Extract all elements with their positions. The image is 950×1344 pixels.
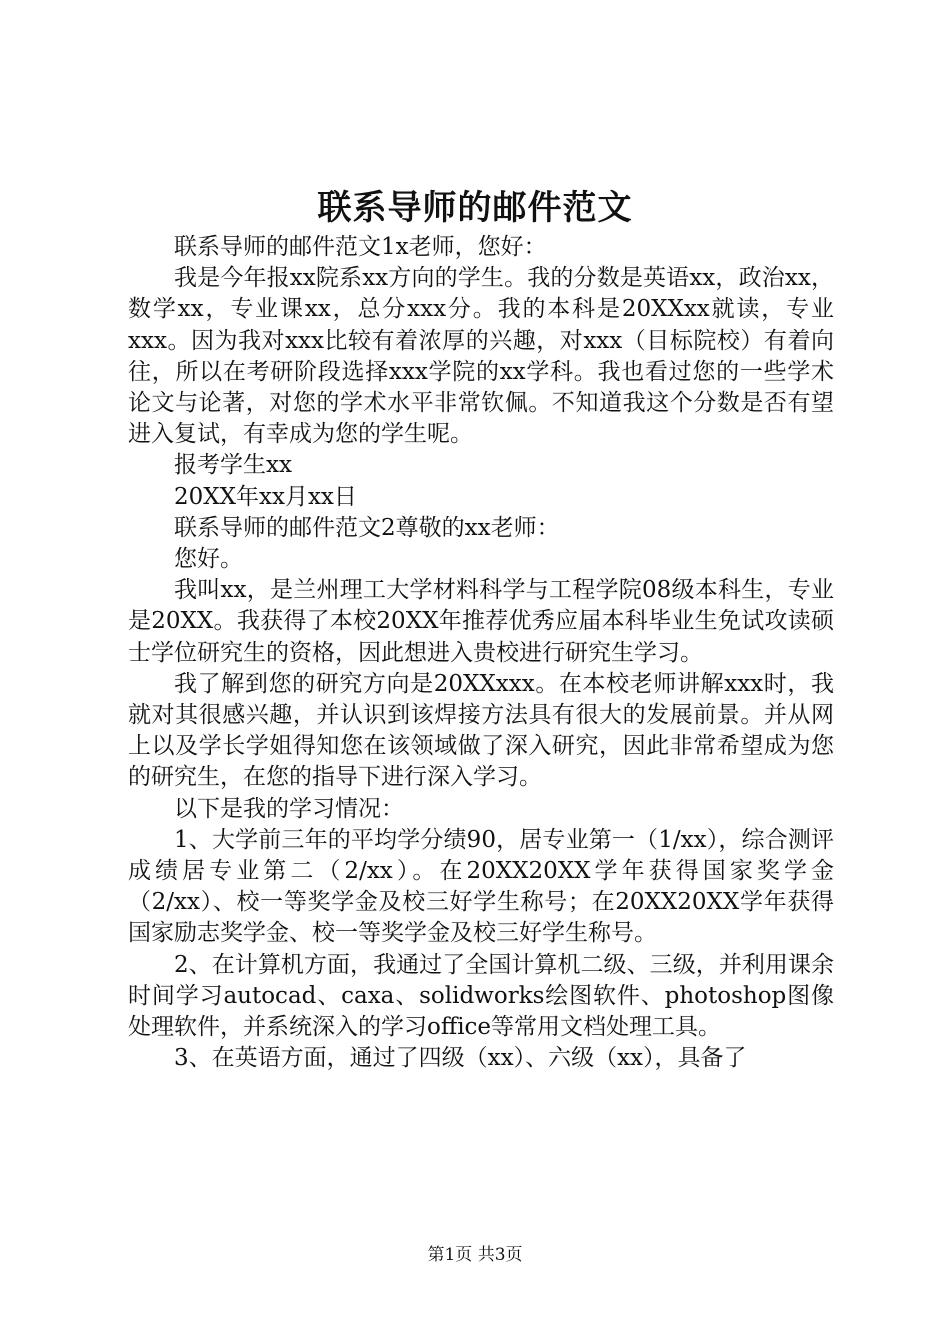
document-title: 联系导师的邮件范文 [317,188,633,228]
paragraph-item-3: 3、在英语方面，通过了四级（xx）、六级（xx），具备了 [174,1045,747,1072]
paragraph-item-2: 2、在计算机方面，我通过了全国计算机二级、三级，并利用课余时间学习autocad、caxa、solidworks绘图软件、photoshop图像处理软件，并系统深入的学习office等常用文档处理工具。 [128,951,834,1041]
page-footer: 第1页 共3页 [427,1245,523,1265]
paragraph-item-1: 1、大学前三年的平均学分绩90，居专业第一（1/xx），综合测评成绩居专业第二（2/xx）。在20XX20XX学年获得国家奖学金（2/xx）、校一等奖学金及校三好学生称号；在20XX20XX学年获得国家励志奖学金、校一等奖学金及校三好学生称号。 [128,826,834,947]
paragraph-greeting-1: 联系导师的邮件范文1x老师，您好： [174,234,547,260]
paragraph-greeting-2: 联系导师的邮件范文2尊敬的xx老师： [174,514,560,541]
paragraph-study-heading: 以下是我的学习情况： [174,795,404,822]
paragraph-date: 20XX年xx月xx日 [174,483,357,510]
paragraph-signature: 报考学生xx [174,452,292,479]
paragraph-research-interest: 我了解到您的研究方向是20XXxxx。在本校老师讲解xxx时，我就对其很感兴趣，并认识到该焊接方法具有很大的发展前景。并从网上以及学长学姐得知您在该领域做了深入研究，因此非常希望成为您的研究生，在您的指导下进行深入学习。 [128,670,834,791]
paragraph-intro-1: 我是今年报xx院系xx方向的学生。我的分数是英语xx，政治xx，数学xx，专业课xx，总分xxx分。我的本科是20XXxx就读，专业xxx。因为我对xxx比较有着浓厚的兴趣，对xxx（目标院校）有着向往，所以在考研阶段选择xxx学院的xx学科。我也看过您的一些学术论文与论著，对您的学术水平非常钦佩。不知道我这个分数是否有望进入复试，有幸成为您的学生呢。 [128,265,834,448]
paragraph-hello: 您好。 [174,546,243,573]
paragraph-self-intro: 我叫xx，是兰州理工大学材料科学与工程学院08级本科生，专业是20XX。我获得了本校20XX年推荐优秀应届本科毕业生免试攻读硕士学位研究生的资格，因此想进入贵校进行研究生学习。 [128,577,834,666]
document-body [128,232,834,1074]
